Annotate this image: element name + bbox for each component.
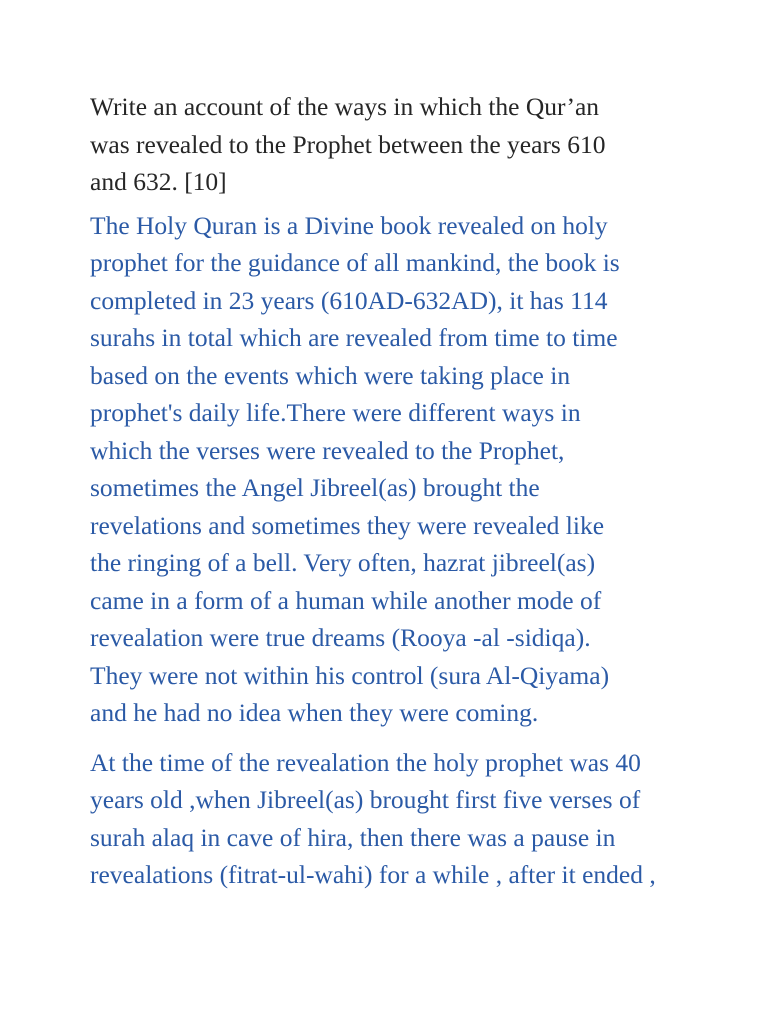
paragraph-line: At the time of the revealation the holy prophet was 40 (90, 747, 641, 777)
paragraph-line: which the verses were revealed to the Prophet, (90, 435, 565, 465)
answer-paragraph-2 (90, 744, 730, 894)
paragraph-line: surahs in total which are revealed from time to time (90, 323, 618, 352)
paragraph-line: sometimes the Angel Jibreel(as) brought the (90, 473, 540, 502)
question-line: was revealed to the Prophet between the years 610 (90, 129, 606, 159)
paragraph-line: prophet's daily life.There were different ways in (90, 398, 581, 427)
question-line: Write an account of the ways in which the Qur’an (90, 92, 600, 121)
document-page (90, 88, 730, 906)
paragraph-line: revelations and sometimes they were revealed like (90, 510, 605, 540)
paragraph-line: They were not within his control (sura Al-Qiyama) (90, 660, 610, 690)
paragraph-line: prophet for the guidance of all mankind, the book is (90, 248, 620, 277)
paragraph-line: completed in 23 years (610AD-632AD), it has 114 (90, 285, 608, 315)
paragraph-line: surah alaq in cave of hira, then there was a pause in (90, 822, 616, 852)
paragraph-line: years old ,when Jibreel(as) brought first five verses of (90, 785, 641, 814)
paragraph-line: revealations (fitrat-ul-wahi) for a while , after it ended , (90, 860, 656, 889)
paragraph-line: based on the events which were taking place in (90, 360, 571, 390)
answer-paragraph-1 (90, 207, 730, 732)
paragraph-line: and he had no idea when they were coming. (90, 698, 539, 727)
paragraph-line: came in a form of a human while another mode of (90, 585, 602, 615)
paragraph-line: revealation were true dreams (Rooya -al -sidiqa). (90, 623, 591, 652)
paragraph-line: the ringing of a bell. Very often, hazrat jibreel(as) (90, 548, 596, 577)
question-heading (90, 88, 730, 201)
question-line: and 632. [10] (90, 167, 227, 196)
paragraph-line: The Holy Quran is a Divine book revealed on holy (90, 210, 608, 240)
